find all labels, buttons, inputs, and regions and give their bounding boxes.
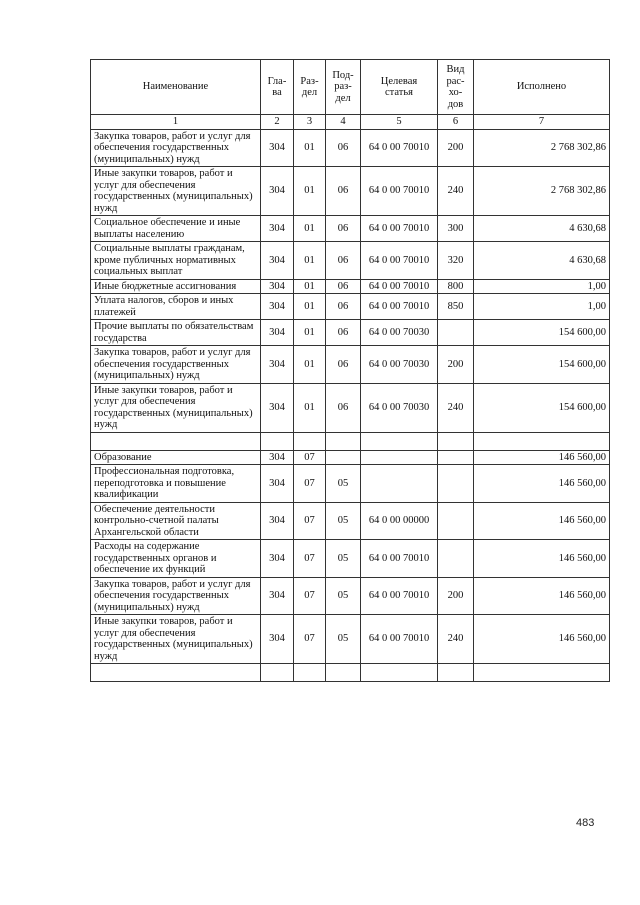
cell-podrazdel [326,450,361,465]
cell-vid [438,432,474,450]
cell-razdel [294,664,326,682]
col-header-podrazdel: Под- раз- дел [326,60,361,115]
cell-vid: 800 [438,279,474,294]
cell-amount: 146 560,00 [474,577,610,615]
cell-razdel: 07 [294,540,326,578]
column-number-1: 1 [91,115,261,130]
cell-razdel: 07 [294,577,326,615]
cell-name: Образование [91,450,261,465]
table-row [91,450,610,465]
cell-name: Расходы на содержание государственных органов и обеспечение их функций [91,540,261,578]
cell-podrazdel: 05 [326,465,361,503]
cell-amount: 1,00 [474,279,610,294]
cell-podrazdel: 05 [326,615,361,664]
cell-vid [438,664,474,682]
cell-amount: 4 630,68 [474,216,610,242]
column-number-6: 6 [438,115,474,130]
cell-vid [438,320,474,346]
cell-vid: 850 [438,294,474,320]
cell-statya: 64 0 00 70010 [361,216,438,242]
cell-name: Иные закупки товаров, работ и услуг для обеспечения государственных (муниципальных) нужд [91,383,261,432]
table-row [91,129,610,167]
cell-podrazdel: 06 [326,129,361,167]
table-row [91,383,610,432]
cell-glava: 304 [261,346,294,384]
cell-glava: 304 [261,383,294,432]
table-body [91,129,610,682]
cell-vid [438,450,474,465]
cell-statya: 64 0 00 00000 [361,502,438,540]
cell-vid: 240 [438,383,474,432]
cell-statya: 64 0 00 70030 [361,346,438,384]
cell-razdel: 01 [294,129,326,167]
cell-name: Иные закупки товаров, работ и услуг для обеспечения государственных (муниципальных) нужд [91,615,261,664]
cell-razdel: 01 [294,216,326,242]
table-row [91,320,610,346]
cell-name: Социальные выплаты гражданам, кроме публичных нормативных социальных выплат [91,242,261,280]
table-row [91,346,610,384]
cell-statya: 64 0 00 70030 [361,383,438,432]
cell-podrazdel: 06 [326,167,361,216]
cell-amount: 1,00 [474,294,610,320]
cell-statya [361,450,438,465]
cell-amount: 146 560,00 [474,450,610,465]
cell-statya: 64 0 00 70030 [361,320,438,346]
cell-podrazdel [326,664,361,682]
cell-vid: 200 [438,577,474,615]
cell-glava: 304 [261,502,294,540]
column-number-row [91,115,610,130]
cell-name: Иные закупки товаров, работ и услуг для обеспечения государственных (муниципальных) нужд [91,167,261,216]
cell-razdel: 01 [294,167,326,216]
column-number-5: 5 [361,115,438,130]
empty-row [91,664,610,682]
cell-razdel: 07 [294,465,326,503]
cell-razdel: 01 [294,294,326,320]
cell-vid: 240 [438,167,474,216]
cell-vid [438,465,474,503]
cell-statya [361,664,438,682]
cell-glava: 304 [261,129,294,167]
cell-amount: 146 560,00 [474,502,610,540]
cell-amount: 154 600,00 [474,346,610,384]
cell-glava: 304 [261,577,294,615]
cell-glava: 304 [261,242,294,280]
cell-statya: 64 0 00 70010 [361,129,438,167]
table-row [91,465,610,503]
cell-glava: 304 [261,465,294,503]
empty-row [91,432,610,450]
cell-razdel: 01 [294,383,326,432]
cell-glava: 304 [261,320,294,346]
budget-table [90,59,610,682]
cell-podrazdel: 06 [326,320,361,346]
table-row [91,279,610,294]
cell-podrazdel: 06 [326,383,361,432]
page-number: 483 [576,817,595,829]
cell-glava: 304 [261,167,294,216]
cell-vid: 200 [438,346,474,384]
cell-podrazdel: 06 [326,294,361,320]
cell-podrazdel: 05 [326,577,361,615]
cell-statya: 64 0 00 70010 [361,577,438,615]
cell-razdel: 01 [294,346,326,384]
cell-podrazdel: 06 [326,346,361,384]
cell-amount [474,664,610,682]
cell-amount: 154 600,00 [474,383,610,432]
cell-amount: 146 560,00 [474,615,610,664]
cell-name: Уплата налогов, сборов и иных платежей [91,294,261,320]
cell-glava [261,432,294,450]
cell-razdel [294,432,326,450]
column-number-7: 7 [474,115,610,130]
cell-razdel: 07 [294,615,326,664]
cell-razdel: 01 [294,279,326,294]
cell-amount: 2 768 302,86 [474,167,610,216]
table-row [91,294,610,320]
cell-vid: 300 [438,216,474,242]
col-header-vid: Вид рас- хо- дов [438,60,474,115]
cell-vid [438,502,474,540]
cell-statya: 64 0 00 70010 [361,540,438,578]
cell-razdel: 07 [294,450,326,465]
col-header-glava: Гла- ва [261,60,294,115]
cell-name: Профессиональная подготовка, переподготовка и повышение квалификации [91,465,261,503]
cell-name: Социальное обеспечение и иные выплаты населению [91,216,261,242]
cell-podrazdel: 06 [326,279,361,294]
cell-statya: 64 0 00 70010 [361,167,438,216]
cell-amount: 154 600,00 [474,320,610,346]
column-number-3: 3 [294,115,326,130]
cell-podrazdel [326,432,361,450]
cell-vid: 200 [438,129,474,167]
cell-glava: 304 [261,279,294,294]
col-header-statya: Целевая статья [361,60,438,115]
col-header-amount: Исполнено [474,60,610,115]
cell-glava: 304 [261,615,294,664]
cell-razdel: 07 [294,502,326,540]
table-row [91,216,610,242]
cell-name [91,664,261,682]
cell-amount: 2 768 302,86 [474,129,610,167]
cell-vid [438,540,474,578]
cell-podrazdel: 05 [326,540,361,578]
cell-amount: 4 630,68 [474,242,610,280]
cell-podrazdel: 05 [326,502,361,540]
cell-podrazdel: 06 [326,216,361,242]
cell-name: Прочие выплаты по обязательствам государства [91,320,261,346]
col-header-name: Наименование [91,60,261,115]
column-number-4: 4 [326,115,361,130]
cell-statya: 64 0 00 70010 [361,615,438,664]
cell-glava: 304 [261,450,294,465]
table-row [91,502,610,540]
table-row [91,577,610,615]
cell-vid: 240 [438,615,474,664]
cell-razdel: 01 [294,320,326,346]
cell-name: Обеспечение деятельности контрольно-счетной палаты Архангельской области [91,502,261,540]
cell-podrazdel: 06 [326,242,361,280]
cell-statya [361,465,438,503]
cell-name: Закупка товаров, работ и услуг для обеспечения государственных (муниципальных) нужд [91,346,261,384]
cell-amount [474,432,610,450]
table-row [91,167,610,216]
cell-statya: 64 0 00 70010 [361,294,438,320]
cell-statya: 64 0 00 70010 [361,279,438,294]
cell-vid: 320 [438,242,474,280]
cell-name: Закупка товаров, работ и услуг для обеспечения государственных (муниципальных) нужд [91,129,261,167]
col-header-razdel: Раз- дел [294,60,326,115]
cell-glava: 304 [261,540,294,578]
cell-amount: 146 560,00 [474,465,610,503]
cell-glava [261,664,294,682]
table-row [91,615,610,664]
column-number-2: 2 [261,115,294,130]
cell-amount: 146 560,00 [474,540,610,578]
table-row [91,540,610,578]
cell-statya [361,432,438,450]
cell-glava: 304 [261,294,294,320]
cell-statya: 64 0 00 70010 [361,242,438,280]
header-row [91,60,610,115]
cell-razdel: 01 [294,242,326,280]
table-row [91,242,610,280]
cell-glava: 304 [261,216,294,242]
cell-name: Закупка товаров, работ и услуг для обеспечения государственных (муниципальных) нужд [91,577,261,615]
cell-name [91,432,261,450]
cell-name: Иные бюджетные ассигнования [91,279,261,294]
